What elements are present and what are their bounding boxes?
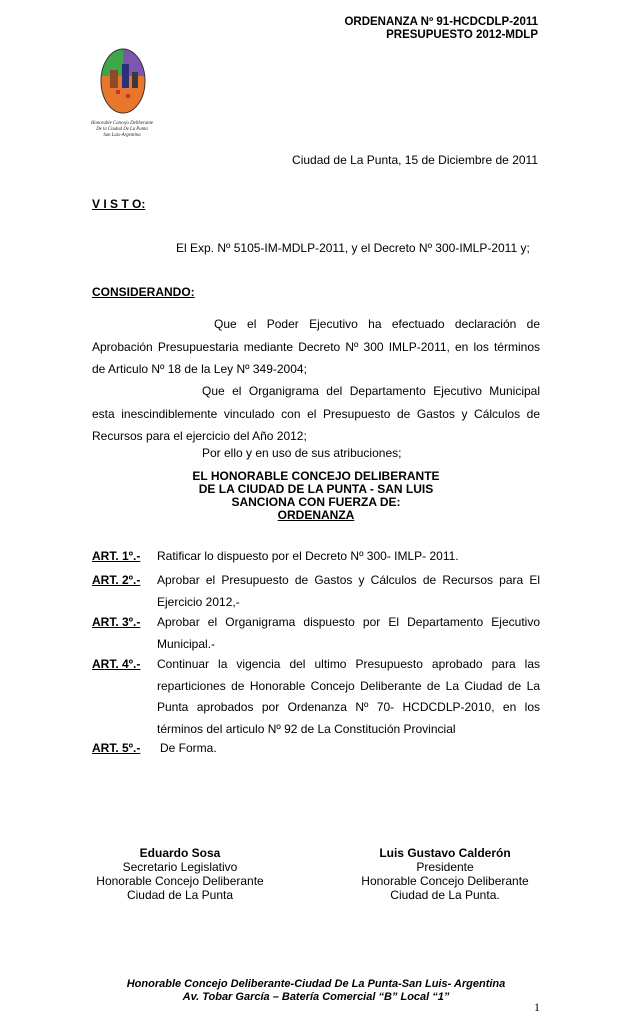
article-label: ART. 1º.- [92,549,141,563]
article-label: ART. 5º.- [92,741,141,755]
logo-caption: Honorable Concejo Deliberante De la Ciudad De La Punta San Luis-Argentina [90,121,154,138]
article-text: De Forma. [160,741,217,755]
sanciona-line-2: DE LA CIUDAD DE LA PUNTA - SAN LUIS [198,482,434,496]
visto-text: El Exp. Nº 5105-IM-MDLP-2011, y el Decreto Nº 300-IMLP-2011 y; [176,241,530,255]
considerando-paragraph-3: Por ello y en uso de sus atribuciones; [202,446,402,460]
ordenanza-title: ORDENANZA [277,508,355,522]
signer-org: Honorable Concejo Deliberante [361,874,529,888]
article-label: ART. 4º.- [92,657,141,671]
signer-city: Ciudad de La Punta. [390,888,500,902]
article-text: Ratificar lo dispuesto por el Decreto Nº 300- IMLP- 2011. [157,549,459,563]
signer-role: Secretario Legislativo [122,860,238,874]
footer-line-2: Av. Tobar García – Batería Comercial “B” Local “1” [182,991,450,1003]
article-text: Aprobar el Presupuesto de Gastos y Cálculos de Recursos para El Ejercicio 2012,- [157,573,540,609]
considerando-paragraph-2: Que el Organigrama del Departamento Ejecutivo Municipal esta inescindiblemente vinculado con el Presupuesto de Gastos y Cálculos de Recursos para el ejercicio del Año 2012; [92,384,540,443]
considerando-heading: CONSIDERANDO: [92,285,195,299]
article-label: ART. 3º.- [92,615,141,629]
document-date: Ciudad de La Punta, 15 de Diciembre de 2011 [292,153,538,167]
signature-secretary [80,846,280,902]
sanciona-line-1: EL HONORABLE CONCEJO DELIBERANTE [192,469,440,483]
signer-role: Presidente [416,860,474,874]
signer-name: Luis Gustavo Calderón [379,846,511,860]
page-number: 1 [534,1000,540,1014]
footer-line-1: Honorable Concejo Deliberante-Ciudad De La Punta-San Luis- Argentina [126,978,506,990]
council-logo [92,40,154,120]
budget-title: PRESUPUESTO 2012-MDLP [386,29,538,41]
signer-org: Honorable Concejo Deliberante [96,874,264,888]
sanciona-line-3: SANCIONA CON FUERZA DE: [231,495,401,509]
ordinance-number: ORDENANZA Nº 91-HCDCDLP-2011 [344,16,538,28]
signer-name: Eduardo Sosa [139,846,221,860]
article-text: Continuar la vigencia del ultimo Presupuesto aprobado para las reparticiones de Honorable Concejo Deliberante de La Ciudad de La Punta aprobados por Ordenanza Nº 70- HCDCDLP-2010, en los términos del articulo Nº 92 de La Constitución Provincial [157,657,540,736]
visto-heading: V I S T O: [92,197,146,211]
signature-president [340,846,550,902]
article-label: ART. 2º.- [92,573,141,587]
signer-city: Ciudad de La Punta [126,888,234,902]
considerando-paragraph-1: Que el Poder Ejecutivo ha efectuado declaración de Aprobación Presupuestaria mediante Decreto Nº 300 IMLP-2011, en los términos de Articulo Nº 18 de la Ley Nº 349-2004; [92,317,540,376]
article-text: Aprobar el Organigrama dispuesto por El Departamento Ejecutivo Municipal.- [157,615,540,651]
council-emblem-icon [92,40,154,120]
